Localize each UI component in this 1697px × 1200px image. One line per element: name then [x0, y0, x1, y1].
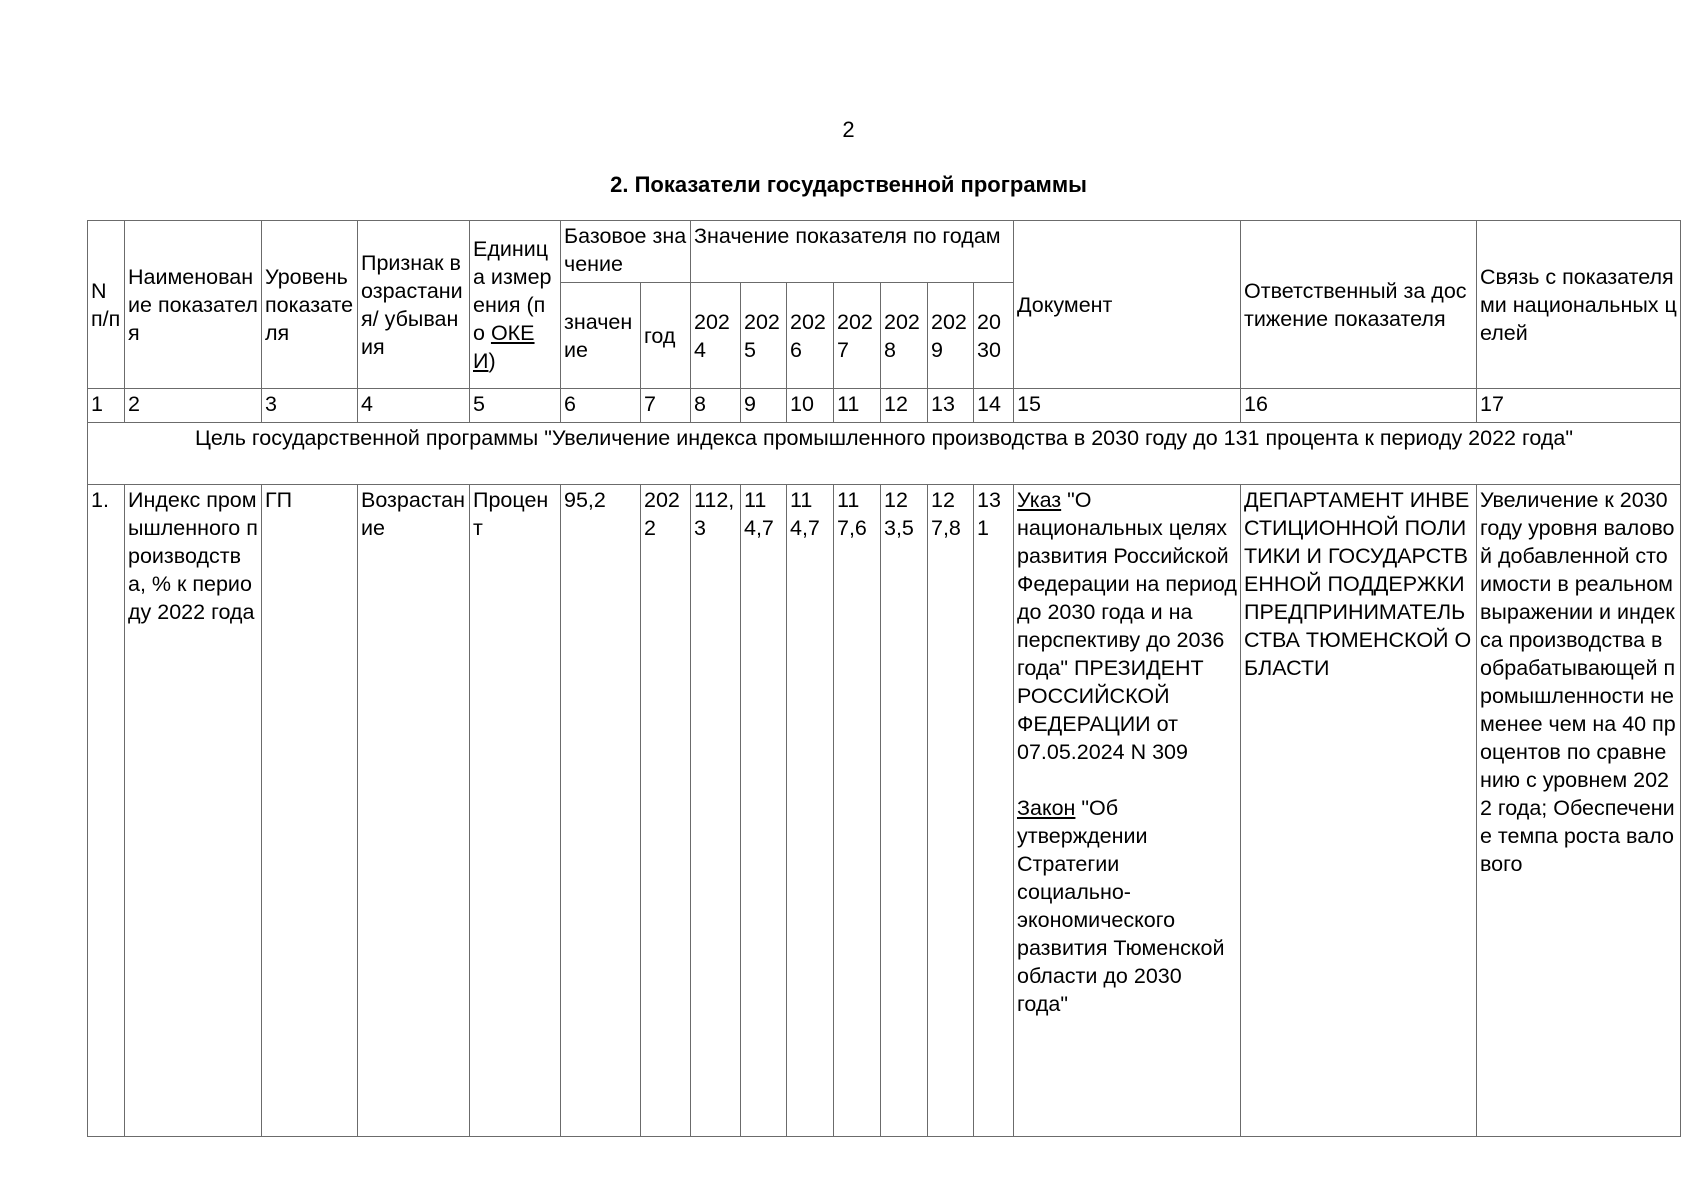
goal-row — [88, 423, 1681, 485]
value-2026: 114,7 — [787, 485, 834, 1137]
header-year: 2030 — [974, 283, 1014, 389]
header-growth-sign: Признак возрастания/ убывания — [358, 221, 470, 389]
row-number: 1. — [88, 485, 125, 1137]
header-row-1 — [88, 221, 1681, 283]
column-number: 1 — [88, 389, 125, 423]
value-2030: 131 — [974, 485, 1014, 1137]
header-year: 2026 — [787, 283, 834, 389]
column-number: 13 — [928, 389, 974, 423]
zakon-text: "Об утверждении Стратегии социально-экономического развития Тюменской области до 2030 года" — [1017, 796, 1225, 1016]
header-indicator-name: Наименование показателя — [125, 221, 262, 389]
spacer — [1017, 766, 1237, 794]
okei-link[interactable]: ОКЕИ — [473, 321, 535, 373]
indicators-table — [87, 220, 1681, 1137]
header-year: 2027 — [834, 283, 881, 389]
header-indicator-level: Уровень показателя — [262, 221, 358, 389]
column-number: 12 — [881, 389, 928, 423]
responsible: ДЕПАРТАМЕНТ ИНВЕСТИЦИОННОЙ ПОЛИТИКИ И ГОСУДАРСТВЕННОЙ ПОДДЕРЖКИ ПРЕДПРИНИМАТЕЛЬСТВА ТЮМЕНСКОЙ ОБЛАСТИ — [1241, 485, 1477, 1137]
header-year: 2029 — [928, 283, 974, 389]
column-number: 10 — [787, 389, 834, 423]
indicator-level: ГП — [262, 485, 358, 1137]
value-2025: 114,7 — [741, 485, 787, 1137]
header-number: N п/п — [88, 221, 125, 389]
section-title: 2. Показатели государственной программы — [610, 172, 1087, 197]
header-unit-tail: ) — [488, 349, 496, 373]
header-years-group: Значение показателя по годам — [691, 221, 1014, 283]
zakon-link[interactable]: Закон — [1017, 796, 1076, 820]
column-number: 3 — [262, 389, 358, 423]
column-number: 11 — [834, 389, 881, 423]
document-cell — [1014, 485, 1241, 1137]
page-number: 2 — [842, 117, 855, 142]
column-number: 8 — [691, 389, 741, 423]
unit: Процент — [470, 485, 561, 1137]
column-number: 16 — [1241, 389, 1477, 423]
document-ukaz — [1017, 486, 1237, 766]
column-number: 4 — [358, 389, 470, 423]
value-2029: 127,8 — [928, 485, 974, 1137]
indicator-name: Индекс промышленного производства, % к периоду 2022 года — [125, 485, 262, 1137]
column-number: 14 — [974, 389, 1014, 423]
column-number: 15 — [1014, 389, 1241, 423]
header-national-goals: Связь с показателями национальных целей — [1477, 221, 1681, 389]
base-year: 2022 — [641, 485, 691, 1137]
national-goal-link: Увеличение к 2030 году уровня валовой добавленной стоимости в реальном выражении и индекса производства в обрабатывающей промышленности не менее чем на 40 процентов по сравнению с уровнем 2022 года; Обеспечение темпа роста валового — [1477, 485, 1681, 1137]
header-base-value: значение — [561, 283, 641, 389]
program-goal: Цель государственной программы "Увеличение индекса промышленного производства в 2030 году до 131 процента к периоду 2022 года" — [88, 423, 1681, 485]
base-value: 95,2 — [561, 485, 641, 1137]
table-row — [88, 485, 1681, 1137]
header-year: 2024 — [691, 283, 741, 389]
column-number: 6 — [561, 389, 641, 423]
ukaz-link[interactable]: Указ — [1017, 488, 1062, 512]
column-number: 7 — [641, 389, 691, 423]
column-number: 2 — [125, 389, 262, 423]
document-zakon — [1017, 794, 1237, 1018]
growth-sign: Возрастание — [358, 485, 470, 1137]
header-unit — [470, 221, 561, 389]
header-responsible: Ответственный за достижение показателя — [1241, 221, 1477, 389]
column-numbers-row — [88, 389, 1681, 423]
value-2027: 117,6 — [834, 485, 881, 1137]
value-2028: 123,5 — [881, 485, 928, 1137]
ukaz-text: "О национальных целях развития Российской Федерации на период до 2030 года и на перспективу до 2036 года" ПРЕЗИДЕНТ РОССИЙСКОЙ ФЕДЕРАЦИИ от 07.05.2024 N 309 — [1017, 488, 1237, 764]
header-year: 2025 — [741, 283, 787, 389]
column-number: 9 — [741, 389, 787, 423]
column-number: 5 — [470, 389, 561, 423]
header-base-year: год — [641, 283, 691, 389]
column-number: 17 — [1477, 389, 1681, 423]
header-base-group: Базовое значение — [561, 221, 691, 283]
value-2024: 112,3 — [691, 485, 741, 1137]
header-unit-text: Единица измерения (по — [473, 237, 552, 345]
header-year: 2028 — [881, 283, 928, 389]
header-document: Документ — [1014, 221, 1241, 389]
